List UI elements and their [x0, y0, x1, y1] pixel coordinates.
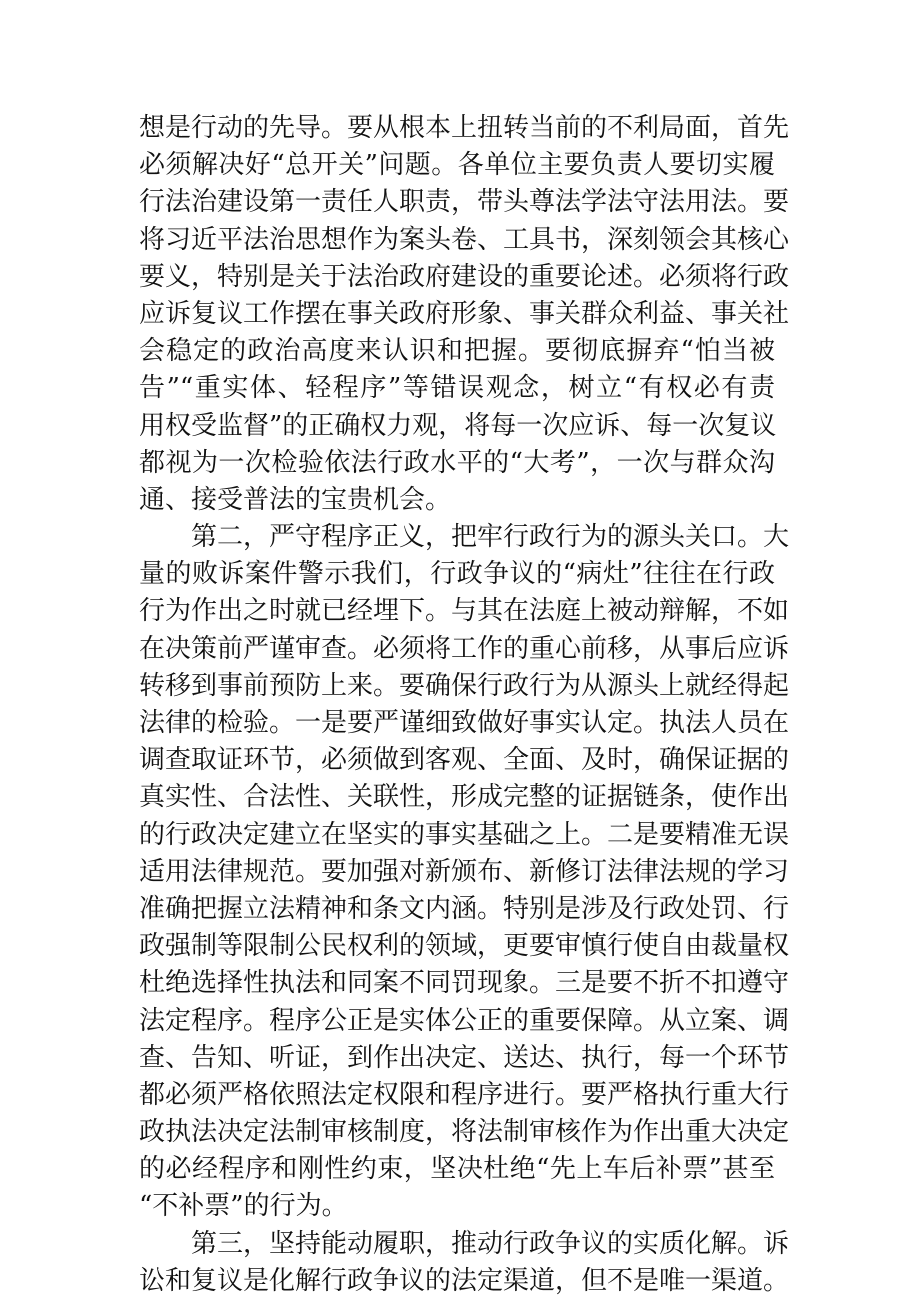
paragraph-first-line: 第二，严守程序正义，把牢行政行为的源头关口。大	[191, 522, 790, 553]
paragraph-line: 政执法决定法制审核制度，将法制审核作为作出重大决定	[139, 1117, 790, 1148]
paragraph-line: 政强制等限制公民权利的领域，更要审慎行使自由裁量权	[139, 931, 790, 962]
paragraph-line: 必须解决好“总开关”问题。各单位主要负责人要切实履	[139, 150, 775, 181]
paragraph-line: 都必须严格依照法定权限和程序进行。要严格执行重大行	[139, 1079, 790, 1110]
paragraph-line: 的必经程序和刚性约束，坚决杜绝“先上车后补票”甚至	[139, 1154, 775, 1185]
paragraph-line: 准确把握立法精神和条文内涵。特别是涉及行政处罚、行	[139, 893, 790, 924]
paragraph-line: 通、接受普法的宝贵机会。	[139, 484, 452, 515]
paragraph-line: 行法治建设第一责任人职责，带头尊法学法守法用法。要	[139, 187, 790, 218]
paragraph-line: 要义，特别是关于法治政府建设的重要论述。必须将行政	[139, 261, 790, 292]
paragraph-line: 会稳定的政治高度来认识和把握。要彻底摒弃“怕当被	[139, 336, 775, 367]
paragraph-line: 法律的检验。一是要严谨细致做好事实认定。执法人员在	[139, 708, 790, 738]
paragraph-line: 讼和复议是化解行政争议的法定渠道，但不是唯一渠道。	[139, 1265, 790, 1296]
paragraph-line: 杜绝选择性执法和同案不同罚现象。三是要不折不扣遵守	[139, 968, 790, 999]
paragraph-line: 的行政决定建立在坚实的事实基础之上。二是要精准无误	[139, 819, 790, 850]
paragraph-line: 真实性、合法性、关联性，形成完整的证据链条，使作出	[139, 782, 790, 813]
document-body-text	[139, 110, 790, 1300]
paragraph-line: 量的败诉案件警示我们，行政争议的“病灶”往往在行政	[139, 559, 775, 590]
paragraph-line: 转移到事前预防上来。要确保行政行为从源头上就经得起	[139, 670, 790, 701]
paragraph-line: 行为作出之时就已经埋下。与其在法庭上被动辩解，不如	[139, 596, 790, 627]
paragraph-line: 告”“重实体、轻程序”等错误观念，树立“有权必有责	[139, 373, 775, 404]
paragraph-line: 法定程序。程序公正是实体公正的重要保障。从立案、调	[139, 1005, 790, 1036]
paragraph-line: 查、告知、听证，到作出决定、送达、执行，每一个环节	[139, 1042, 790, 1073]
paragraph-line: 调查取证环节，必须做到客观、全面、及时，确保证据的	[139, 745, 790, 776]
paragraph-line: 都视为一次检验依法行政水平的“大考”，一次与群众沟	[139, 447, 775, 478]
paragraph-line: 在决策前严谨审查。必须将工作的重心前移，从事后应诉	[139, 633, 790, 664]
paragraph-first-line: 第三，坚持能动履职，推动行政争议的实质化解。诉	[191, 1228, 790, 1259]
paragraph-line: 想是行动的先导。要从根本上扭转当前的不利局面，首先	[139, 113, 790, 143]
paragraph-line: 将习近平法治思想作为案头卷、工具书，深刻领会其核心	[139, 224, 790, 255]
paragraph-line: 用权受监督”的正确权力观，将每一次应诉、每一次复议	[139, 410, 777, 441]
paragraph-line: 适用法律规范。要加强对新颁布、新修订法律法规的学习	[139, 856, 790, 887]
paragraph-line: 应诉复议工作摆在事关政府形象、事关群众利益、事关社	[139, 298, 790, 329]
paragraph-line: “不补票”的行为。	[139, 1191, 348, 1222]
